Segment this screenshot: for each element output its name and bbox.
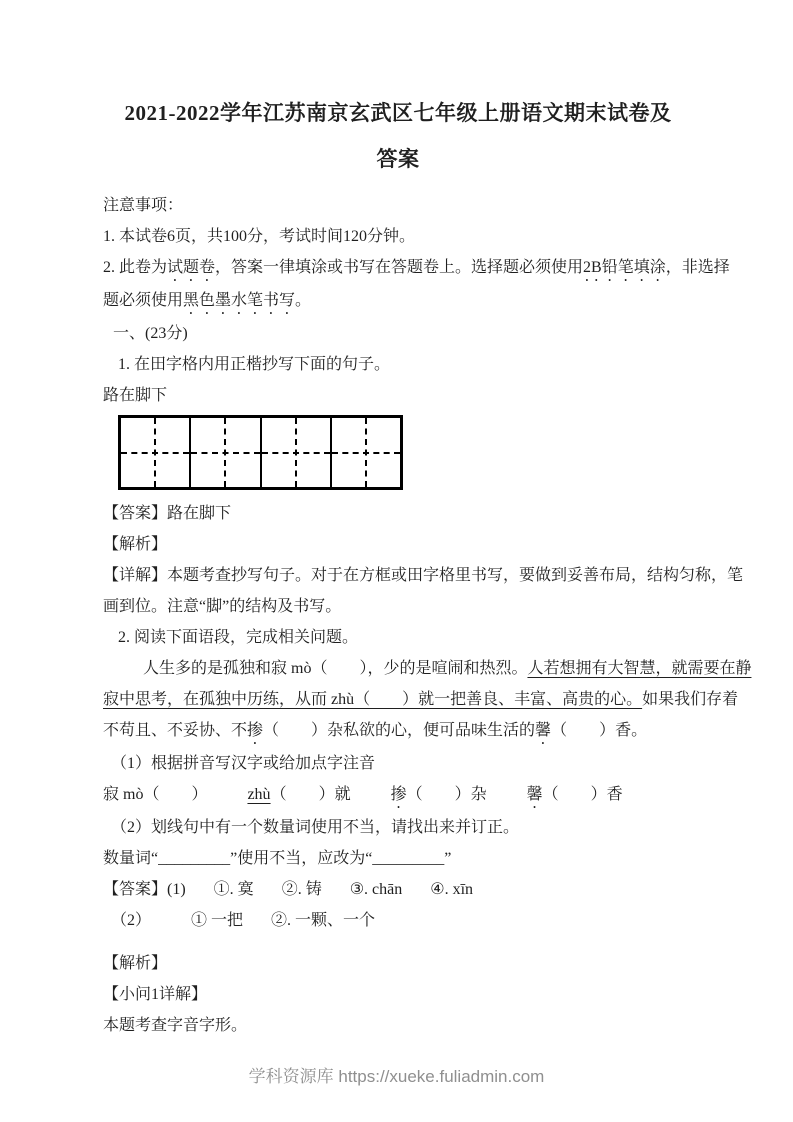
notes-heading: 注意事项： [103,197,184,214]
sub-question-1-detail-label: 【小问1详解】 [103,986,208,1003]
passage-line-3 [103,715,693,748]
answer-2-row-1 [103,874,693,905]
passage-run-plain: 不苟且、不妥协、不 [103,722,248,739]
title-line-2: 答案 [376,147,420,171]
writing-grid-cell [191,418,261,487]
question-1-detail-line-1: 【详解】本题考查抄写句子。对于在方框或田字格里书写，要做到妥善布局，结构匀称，笔 [103,567,744,584]
note2-emphasized-exam-sheet: 试题卷 [167,259,216,276]
passage-run-underlined: 人若想拥有大智慧，就需要在静 [527,660,752,677]
note2-emphasized-black-ink-pen: 黑色墨水笔书写 [183,292,296,309]
writing-grid-cell [121,418,191,487]
answer-item: ③. chān [349,881,403,898]
answer-label: 【答案】 [103,505,168,522]
note2-emphasized-2b-pencil: 2B铅笔填涂 [583,259,666,276]
note-item-2-line-2 [103,285,693,318]
passage-run-plain: （ ）香。 [551,722,648,739]
answer-item: ④. xīn [430,881,474,898]
question-1-analysis-label: 【解析】 [103,536,168,553]
answer-item: ①. 寞 [213,881,254,898]
passage-run-plain: 人生多的是孤独和寂 mò（ ），少的是喧闹和热烈。 [143,660,528,677]
pinyin-answer-row [103,779,693,812]
question-1-answer [103,498,693,529]
answer-part-2-head: （2） [111,912,152,929]
question-2-stem: 2. 阅读下面语段，完成相关问题。 [118,629,359,646]
fill-blank-row: 数量词“_________”使用不当，应改为“_________” [103,850,452,867]
note2-run-plain: ，答案一律填涂或书写在答题卷上。选择题必须使用 [215,259,584,276]
passage-run-underlined: 寂中思考，在孤独中历练，从而 zhù（ ）就一把善良、丰富、高贵的心。 [103,691,643,708]
passage-run-plain: （ ）杂私欲的心，便可品味生活的 [263,722,536,739]
answer-text: 路在脚下 [167,505,232,522]
pinyin-group-chan-rest: （ ）杂 [406,786,487,803]
answer-item: ②. 铸 [281,881,322,898]
writing-grid [118,415,403,490]
passage-dotted-char-xin: 馨 [535,722,552,739]
question-1-sentence: 路在脚下 [103,387,168,404]
passage-line-1 [103,653,752,684]
note-item-1: 1. 本试卷6页，共100分，考试时间120分钟。 [103,228,416,245]
pinyin-group-zhu-rest: （ ）就 [270,786,351,803]
answer-item: ②. 一颗、一个 [271,912,376,929]
passage-line-2 [103,684,739,715]
exam-document [103,90,752,1041]
site-watermark: 学科资源库 https://xueke.fuliadmin.com [248,1067,545,1086]
note2-run-plain: 题必须使用 [103,292,184,309]
question-1-detail-line-2: 画到位。注意“脚”的结构及书写。 [103,598,342,615]
question-2-analysis-label: 【解析】 [103,955,168,972]
answer-2-row-2 [103,905,693,936]
pinyin-group-mo: 寂 mò（ ） [103,786,208,803]
document-title [103,90,693,182]
pinyin-dotted-chan: 掺 [390,786,407,803]
writing-grid-cell [332,418,400,487]
pinyin-group-xin-rest: （ ）香 [542,786,623,803]
note-item-2-line-1 [103,252,730,285]
answer-part-1-head: (1) [167,881,186,898]
sub-question-1-stem: （1）根据拼音写汉字或给加点字注音 [111,755,376,772]
sub-question-2-stem: （2）划线句中有一个数量词使用不当，请找出来并订正。 [111,819,520,836]
pinyin-dotted-xin: 馨 [526,786,543,803]
question-1-stem: 1. 在田字格内用正楷抄写下面的句子。 [118,356,391,373]
sub-question-1-detail-text: 本题考查字音字形。 [103,1017,248,1034]
note2-run-plain: 2. 此卷为 [103,259,168,276]
answer-label: 【答案】 [103,881,168,898]
answer-item: ① 一把 [191,912,244,929]
note2-run-plain: 。 [295,292,312,309]
pinyin-underlined-zhu: zhù [247,786,271,803]
passage-run-plain: 如果我们存着 [642,691,739,708]
note2-run-plain: ，非选择 [665,259,730,276]
passage-dotted-char-chan: 掺 [247,722,264,739]
section-1-heading: 一、(23分) [113,325,188,342]
writing-grid-cell [262,418,332,487]
title-line-1: 2021-2022学年江苏南京玄武区七年级上册语文期末试卷及 [124,101,672,125]
